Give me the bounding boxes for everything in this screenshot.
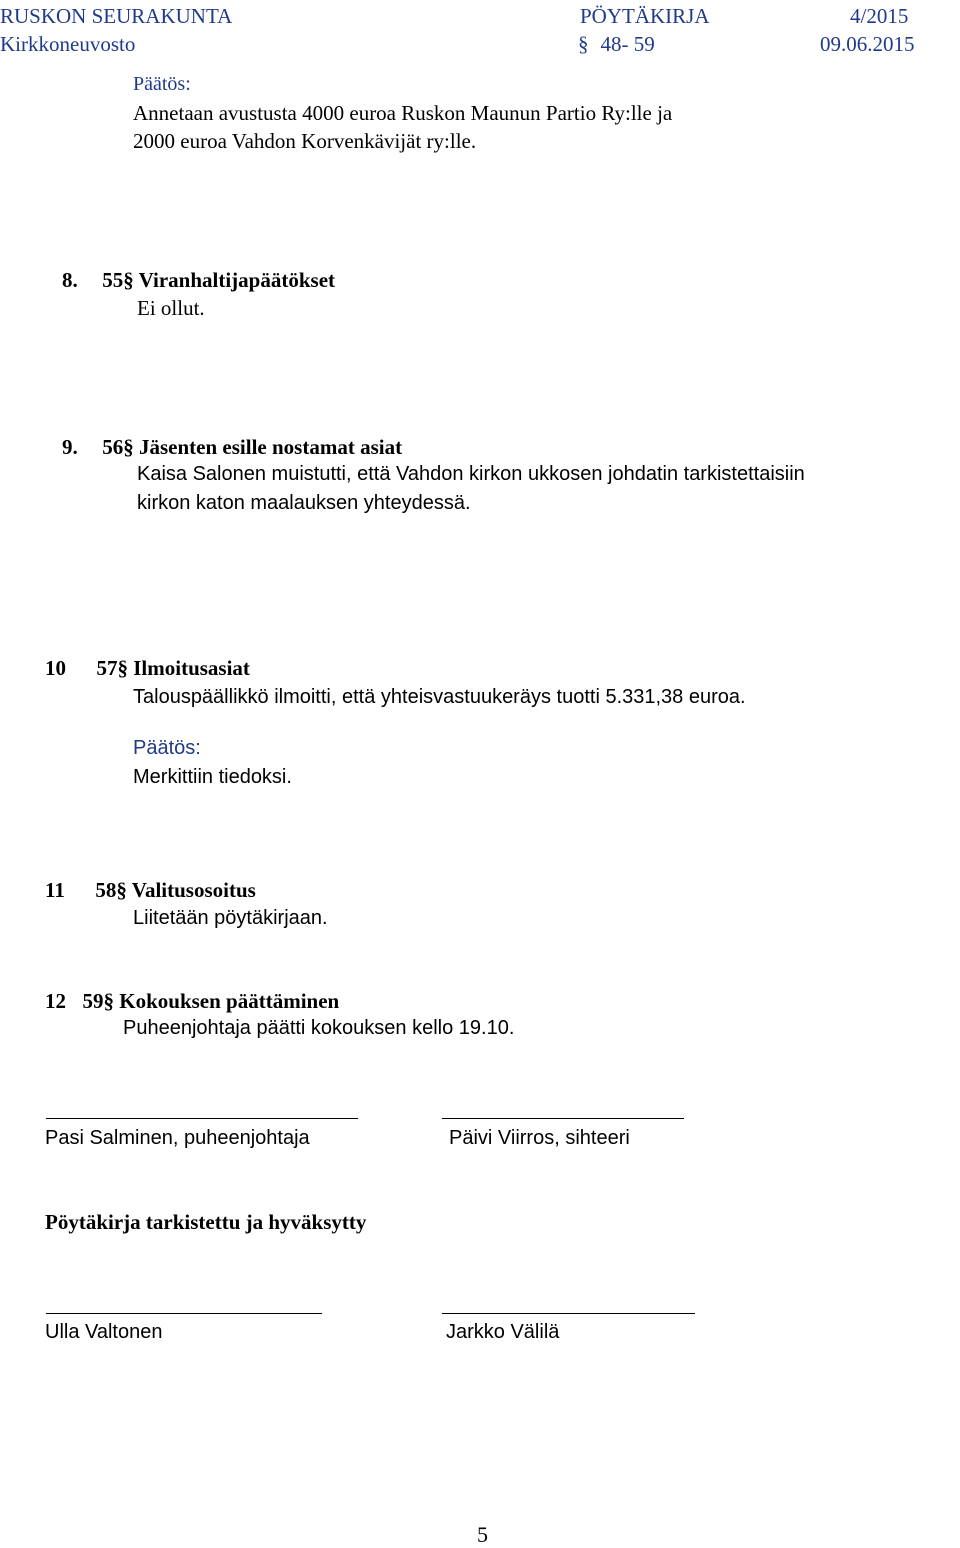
section-title: Valitusosoitus [131,878,256,902]
section-heading [62,268,335,293]
section-heading [62,435,402,460]
section-text: Kaisa Salonen muistutti, että Vahdon kirkon ukkosen johdatin tarkistettaisiin [137,463,805,485]
decision-text: Merkittiin tiedoksi. [133,766,292,788]
paragraph-number: 58 [95,878,117,902]
section-title: Kokouksen päättäminen [119,989,340,1013]
section-title: Jäsenten esille nostamat asiat [139,435,403,459]
section-number: 9. [62,435,78,459]
paragraph-number: 59 [82,989,104,1013]
section-text: Ei ollut. [137,296,205,320]
signature-line [46,1313,322,1314]
section-number: 11 [45,878,65,902]
section-sign: § [578,32,589,56]
section-sign: § [117,656,128,680]
section-number: 12 [45,989,66,1013]
section-title: Viranhaltijapäätökset [138,268,336,292]
verified-heading: Pöytäkirja tarkistettu ja hyväksytty [45,1210,367,1234]
section-number: 10 [45,656,66,680]
section-text: Liitetään pöytäkirjaan. [133,907,328,929]
meeting-date: 09.06.2015 [820,32,915,56]
section-text: kirkon katon maalauksen yhteydessä. [137,492,471,514]
signature-verifier-2: Jarkko Välilä [446,1321,560,1343]
decision-label: Päätös: [133,737,201,759]
document-type: PÖYTÄKIRJA [580,4,710,28]
section-sign: § [123,435,134,459]
section-range [578,32,655,57]
paragraph-number: 57 [96,656,118,680]
decision-line: 2000 euroa Vahdon Korvenkävijät ry:lle. [133,129,477,153]
signature-line [442,1313,695,1314]
section-heading [45,878,256,903]
paragraph-number: 55 [102,268,124,292]
document-number: 4/2015 [850,4,909,28]
section-text: Talouspäällikkö ilmoitti, että yhteisvastuukeräys tuotti 5.331,38 euroa. [133,686,746,708]
section-range-numbers: 48- 59 [600,32,655,56]
section-title: Ilmoitusasiat [133,656,250,680]
section-heading [45,656,250,681]
section-number: 8. [62,268,78,292]
section-heading [45,989,339,1014]
org-name: RUSKON SEURAKUNTA [0,4,233,28]
paragraph-number: 56 [102,435,124,459]
page-number: 5 [477,1522,488,1547]
governing-body: Kirkkoneuvosto [0,32,136,56]
section-sign: § [103,989,114,1013]
signature-chair: Pasi Salminen, puheenjohtaja [45,1127,310,1149]
signature-line [442,1118,684,1119]
decision-line: Annetaan avustusta 4000 euroa Ruskon Maunun Partio Ry:lle ja [133,101,673,125]
decision-label: Päätös: [133,73,191,95]
section-sign: § [123,268,134,292]
section-sign: § [116,878,127,902]
section-text: Puheenjohtaja päätti kokouksen kello 19.10. [123,1017,515,1039]
signature-line [46,1118,358,1119]
signature-secretary: Päivi Viirros, sihteeri [449,1127,630,1149]
signature-verifier-1: Ulla Valtonen [45,1321,163,1343]
